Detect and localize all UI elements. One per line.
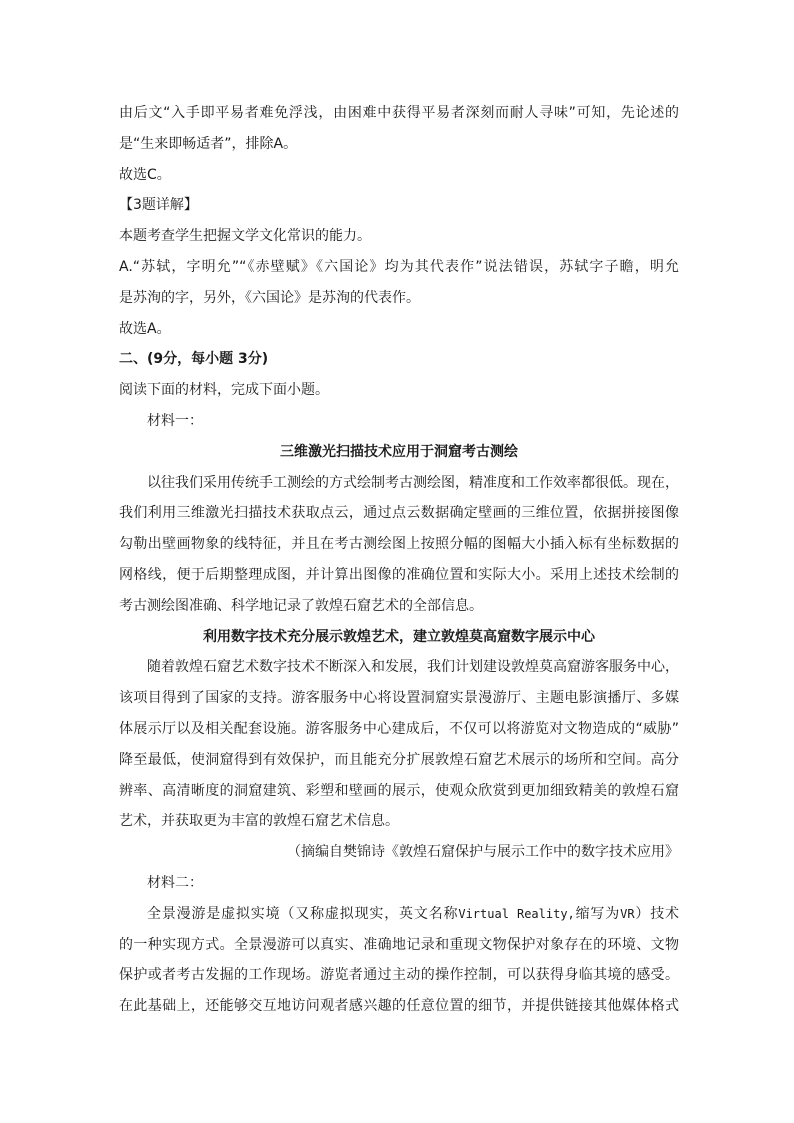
paragraph-line: 辨率、高清晰度的洞窟建筑、彩塑和壁画的展示，使观众欣赏到更加细致精美的敦煌石窟 bbox=[119, 782, 679, 799]
paragraph-line: 由后文“入手即平易者难免浮浅，由困难中获得平易者深刻而耐人寻味”可知，先论述的 bbox=[119, 105, 679, 121]
paragraph-line: 本题考查学生把握文学文化常识的能力。 bbox=[119, 228, 371, 245]
paragraph-line: 保护或者考古发掘的工作现场。游览者通过主动的操作控制，可以获得身临其境的感受。 bbox=[119, 967, 679, 984]
text-segment: 缩写为 bbox=[574, 905, 621, 922]
paragraph-line bbox=[119, 899, 679, 930]
instruction-line: 阅读下面的材料，完成下面小题。 bbox=[119, 382, 329, 399]
abbreviation: VR bbox=[620, 906, 635, 921]
paragraph-line: 以往我们采用传统手工测绘的方式绘制考古测绘图，精准度和工作效率都很低。现在， bbox=[147, 474, 679, 491]
paragraph-line: 体展示厅以及相关配套设施。游客服务中心建成后，不仅可以将游览对文物造成的“威胁” bbox=[119, 720, 679, 737]
paragraph-line: 网格线，便于后期整理成图，并计算出图像的准确位置和实际大小。采用上述技术绘制的 bbox=[119, 566, 679, 583]
paragraph-line: 随着敦煌石窟艺术数字技术不断深入和发展，我们计划建设敦煌莫高窟游客服务中心， bbox=[147, 659, 679, 676]
paragraph-line: 在此基础上，还能够交互地访问观者感兴趣的任意位置的细节，并提供链接其他媒体格式 bbox=[119, 998, 679, 1015]
paragraph-line: 的一种实现方式。全景漫游可以真实、准确地记录和重现文物保护对象存在的环境、文物 bbox=[119, 936, 679, 953]
source-citation: （摘编自樊锦诗《敦煌石窟保护与展示工作中的数字技术应用》 bbox=[287, 844, 679, 861]
paragraph-line: 考古测绘图准确、科学地记录了敦煌石窟艺术的全部信息。 bbox=[119, 597, 483, 614]
paragraph-line: 我们利用三维激光扫描技术获取点云，通过点云数据确定壁画的三维位置，依据拼接图像 bbox=[119, 505, 679, 522]
english-term: Virtual Reality, bbox=[458, 906, 575, 921]
text-segment: ）技术 bbox=[634, 905, 679, 922]
text-segment: 全景漫游是虚拟实境（又称虚拟现实，英文名称 bbox=[147, 905, 459, 922]
question-heading: 二、(9分，每小题 3分) bbox=[119, 351, 269, 368]
material-label: 材料一： bbox=[147, 412, 203, 429]
material-label: 材料二： bbox=[147, 874, 203, 891]
article-title: 利用数字技术充分展示敦煌艺术，建立敦煌莫高窟数字展示中心 bbox=[203, 628, 595, 645]
paragraph-line: 艺术，并获取更为丰富的敦煌石窟艺术信息。 bbox=[119, 813, 399, 830]
paragraph-line: A.“苏轼，字明允”“《赤壁赋》《六国论》均为其代表作”说法错误，苏轼字子瞻，明允 bbox=[119, 258, 679, 275]
paragraph-line: 降至最低，使洞窟得到有效保护，而且能充分扩展敦煌石窟艺术展示的场所和空间。高分 bbox=[119, 751, 679, 768]
section-heading: 【3题详解】 bbox=[119, 197, 198, 214]
paragraph-line: 勾勒出壁画物象的线特征，并且在考古测绘图上按照分幅的图幅大小插入标有坐标数据的 bbox=[119, 536, 679, 553]
paragraph-line: 是苏洵的字，另外，《六国论》是苏洵的代表作。 bbox=[119, 289, 420, 306]
document-page bbox=[119, 98, 679, 1022]
article-title: 三维激光扫描技术应用于洞窟考古测绘 bbox=[280, 443, 518, 460]
answer-line: 故选A。 bbox=[119, 320, 171, 337]
paragraph-line: 该项目得到了国家的支持。游客服务中心将设置洞窟实景漫游厅、主题电影演播厅、多媒 bbox=[119, 690, 679, 707]
paragraph-line: 是“生来即畅适者”，排除A。 bbox=[119, 135, 298, 152]
answer-line: 故选C。 bbox=[119, 166, 171, 183]
